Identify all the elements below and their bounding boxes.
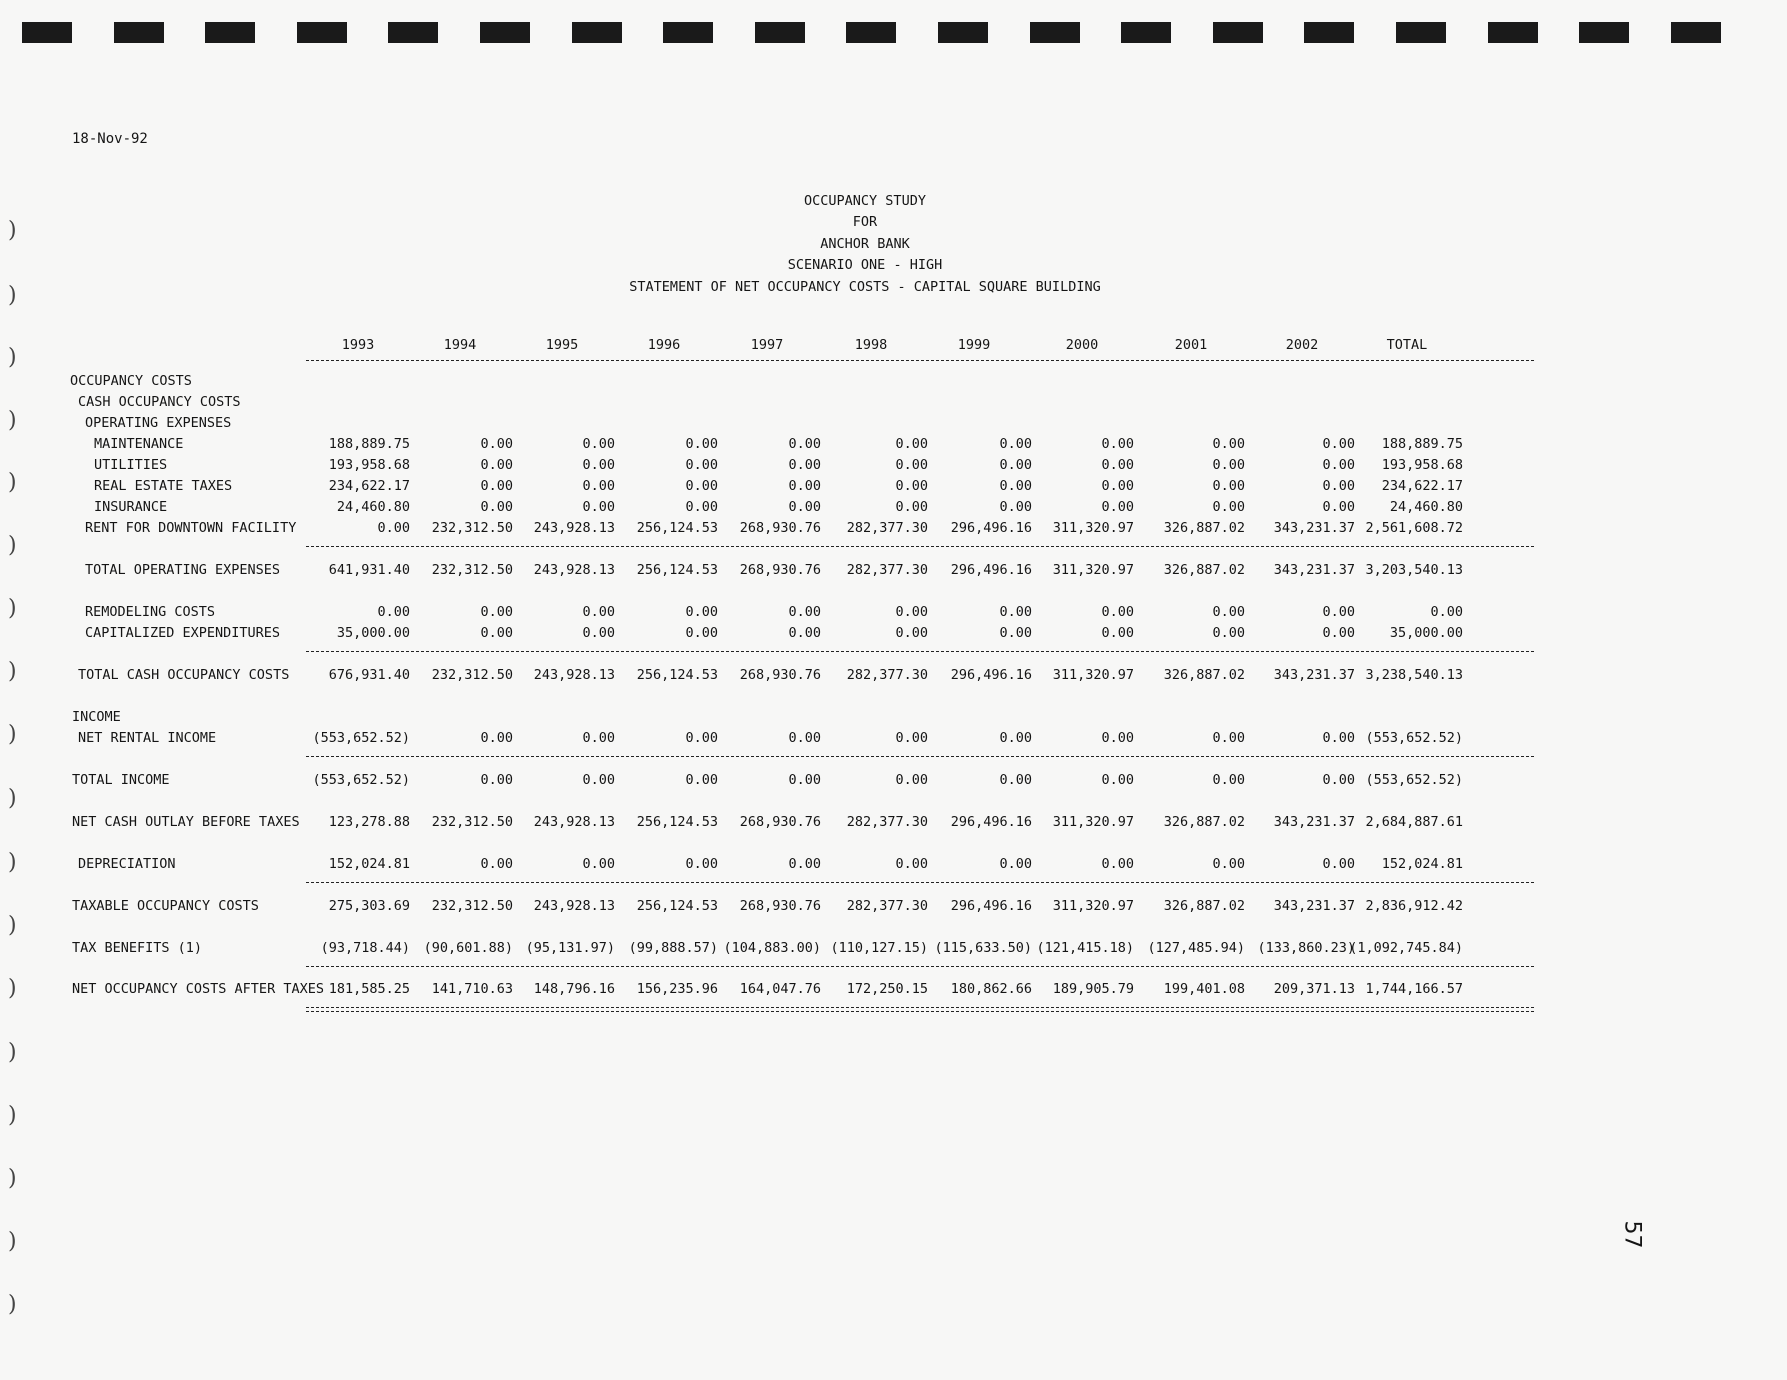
table-row-net-after-taxes (70, 981, 1470, 1001)
value-cell: 268,930.76 (739, 667, 821, 683)
value-cell: 3,203,540.13 (1365, 562, 1463, 578)
section-cash-occupancy-costs: CASH OCCUPANCY COSTS (78, 394, 241, 410)
value-cell: 232,312.50 (431, 520, 513, 536)
table-row-insurance (70, 499, 1470, 519)
table-rule (306, 1011, 1534, 1012)
value-cell: 0.00 (1322, 604, 1355, 620)
punch-hole (22, 22, 72, 43)
value-cell: (104,883.00) (723, 940, 821, 956)
value-cell: 0.00 (377, 520, 410, 536)
value-cell: 326,887.02 (1163, 667, 1245, 683)
value-cell: 282,377.30 (846, 898, 928, 914)
value-cell: (90,601.88) (423, 940, 513, 956)
value-cell: 0.00 (788, 499, 821, 515)
value-cell: 282,377.30 (846, 814, 928, 830)
binder-hole-mark: ) (8, 1292, 17, 1317)
binder-hole-mark: ) (8, 218, 17, 243)
value-cell: 311,320.97 (1052, 898, 1134, 914)
row-label: TAXABLE OCCUPANCY COSTS (72, 898, 259, 914)
value-cell: (1,092,745.84) (1349, 940, 1463, 956)
value-cell: 189,905.79 (1052, 981, 1134, 997)
table-row-maintenance (70, 436, 1470, 456)
value-cell: 243,928.13 (533, 520, 615, 536)
punch-hole (388, 22, 438, 43)
value-cell: 311,320.97 (1052, 520, 1134, 536)
column-header: 1995 (545, 337, 579, 353)
binder-hole-mark: ) (8, 722, 17, 747)
column-header: 1998 (854, 337, 888, 353)
table-row-real-estate-taxes (70, 478, 1470, 498)
binder-hole-mark: ) (8, 659, 17, 684)
row-label: REAL ESTATE TAXES (94, 478, 233, 494)
value-cell: 232,312.50 (431, 898, 513, 914)
table-row-tax-benefits (70, 940, 1470, 960)
row-label: TOTAL CASH OCCUPANCY COSTS (78, 667, 290, 683)
value-cell: 256,124.53 (636, 520, 718, 536)
value-cell: (553,652.52) (1365, 730, 1463, 746)
value-cell: 282,377.30 (846, 667, 928, 683)
value-cell: 0.00 (788, 604, 821, 620)
value-cell: 0.00 (999, 625, 1032, 641)
value-cell: 268,930.76 (739, 520, 821, 536)
value-cell: 0.00 (788, 856, 821, 872)
value-cell: 0.00 (1101, 457, 1134, 473)
title-line-2: FOR (852, 214, 878, 231)
value-cell: 188,889.75 (328, 436, 410, 452)
value-cell: 0.00 (480, 730, 513, 746)
row-label: TOTAL INCOME (72, 772, 170, 788)
value-cell: 123,278.88 (328, 814, 410, 830)
value-cell: 0.00 (480, 478, 513, 494)
value-cell: 188,889.75 (1381, 436, 1463, 452)
value-cell: 0.00 (1322, 772, 1355, 788)
value-cell: 0.00 (685, 478, 718, 494)
binder-hole-mark: ) (8, 408, 17, 433)
value-cell: (115,633.50) (934, 940, 1032, 956)
value-cell: 0.00 (480, 856, 513, 872)
column-header: 2002 (1285, 337, 1319, 353)
value-cell: 282,377.30 (846, 562, 928, 578)
punch-hole (1213, 22, 1263, 43)
value-cell: 152,024.81 (328, 856, 410, 872)
value-cell: 0.00 (685, 499, 718, 515)
value-cell: 234,622.17 (328, 478, 410, 494)
value-cell: 152,024.81 (1381, 856, 1463, 872)
value-cell: 326,887.02 (1163, 814, 1245, 830)
value-cell: (553,652.52) (312, 730, 410, 746)
value-cell: 0.00 (999, 604, 1032, 620)
value-cell: (133,860.23) (1257, 940, 1355, 956)
value-cell: 243,928.13 (533, 562, 615, 578)
column-header: 1999 (957, 337, 991, 353)
value-cell: 181,585.25 (328, 981, 410, 997)
row-label: NET RENTAL INCOME (78, 730, 217, 746)
value-cell: 268,930.76 (739, 562, 821, 578)
value-cell: 0.00 (685, 730, 718, 746)
binding-punch-row (0, 22, 1787, 46)
value-cell: 0.00 (1212, 436, 1245, 452)
title-line-3: ANCHOR BANK (820, 235, 910, 252)
value-cell: 0.00 (582, 478, 615, 494)
value-cell: 35,000.00 (336, 625, 410, 641)
value-cell: 193,958.68 (328, 457, 410, 473)
value-cell: 0.00 (480, 499, 513, 515)
value-cell: 296,496.16 (950, 667, 1032, 683)
value-cell: 256,124.53 (636, 562, 718, 578)
table-row-net-rental (70, 730, 1470, 750)
value-cell: 0.00 (895, 604, 928, 620)
value-cell: 141,710.63 (431, 981, 513, 997)
binder-hole-mark: ) (8, 1166, 17, 1191)
value-cell: 0.00 (1430, 604, 1463, 620)
section-income: INCOME (72, 709, 121, 725)
value-cell: 311,320.97 (1052, 667, 1134, 683)
title-line-1: OCCUPANCY STUDY (804, 193, 926, 209)
value-cell: 172,250.15 (846, 981, 928, 997)
value-cell: 0.00 (1101, 604, 1134, 620)
table-row-total-operating (70, 562, 1470, 582)
table-rule (306, 1007, 1534, 1008)
report-title-block (0, 191, 1730, 298)
column-header: 1994 (443, 337, 477, 353)
value-cell: (93,718.44) (320, 940, 410, 956)
value-cell: 343,231.37 (1273, 667, 1355, 683)
value-cell: 0.00 (685, 604, 718, 620)
value-cell: 234,622.17 (1381, 478, 1463, 494)
value-cell: 0.00 (582, 436, 615, 452)
value-cell: 0.00 (788, 730, 821, 746)
table-rule (306, 651, 1534, 652)
value-cell: 256,124.53 (636, 814, 718, 830)
value-cell: 0.00 (1322, 730, 1355, 746)
value-cell: 0.00 (1101, 625, 1134, 641)
value-cell: 0.00 (1212, 604, 1245, 620)
value-cell: 0.00 (1212, 772, 1245, 788)
punch-hole (1396, 22, 1446, 43)
value-cell: 0.00 (582, 625, 615, 641)
punch-hole (663, 22, 713, 43)
value-cell: (127,485.94) (1147, 940, 1245, 956)
value-cell: 343,231.37 (1273, 814, 1355, 830)
value-cell: 0.00 (1212, 499, 1245, 515)
value-cell: 0.00 (582, 499, 615, 515)
binder-hole-mark: ) (8, 596, 17, 621)
value-cell: 0.00 (582, 856, 615, 872)
value-cell: 0.00 (480, 604, 513, 620)
value-cell: 0.00 (1101, 478, 1134, 494)
punch-hole (1304, 22, 1354, 43)
value-cell: (553,652.52) (312, 772, 410, 788)
binder-hole-mark: ) (8, 1103, 17, 1128)
binder-hole-mark: ) (8, 1040, 17, 1065)
table-row-total-cash (70, 667, 1470, 687)
value-cell: 0.00 (685, 856, 718, 872)
value-cell: 0.00 (685, 625, 718, 641)
value-cell: 0.00 (999, 772, 1032, 788)
binder-hole-mark: ) (8, 1229, 17, 1254)
table-rule (306, 546, 1534, 547)
value-cell: (553,652.52) (1365, 772, 1463, 788)
value-cell: 2,561,608.72 (1365, 520, 1463, 536)
row-label: NET CASH OUTLAY BEFORE TAXES (72, 814, 300, 830)
punch-hole (572, 22, 622, 43)
value-cell: 311,320.97 (1052, 814, 1134, 830)
punch-hole (1671, 22, 1721, 43)
table-row-depreciation (70, 856, 1470, 876)
table-row-capitalized (70, 625, 1470, 645)
value-cell: 0.00 (788, 625, 821, 641)
binder-hole-mark: ) (8, 786, 17, 811)
value-cell: 296,496.16 (950, 520, 1032, 536)
value-cell: 0.00 (685, 772, 718, 788)
punch-hole (1030, 22, 1080, 43)
binder-hole-mark: ) (8, 976, 17, 1001)
value-cell: 199,401.08 (1163, 981, 1245, 997)
value-cell: 296,496.16 (950, 898, 1032, 914)
value-cell: 275,303.69 (328, 898, 410, 914)
punch-hole (114, 22, 164, 43)
value-cell: 343,231.37 (1273, 898, 1355, 914)
row-label: TAX BENEFITS (1) (72, 940, 203, 956)
table-rule (306, 756, 1534, 757)
value-cell: 0.00 (895, 499, 928, 515)
table-row-remodeling (70, 604, 1470, 624)
table-rule (306, 966, 1534, 967)
value-cell: 1,744,166.57 (1365, 981, 1463, 997)
value-cell: 2,684,887.61 (1365, 814, 1463, 830)
binder-hole-mark: ) (8, 850, 17, 875)
value-cell: 326,887.02 (1163, 562, 1245, 578)
value-cell: 296,496.16 (950, 562, 1032, 578)
table-row-rent (70, 520, 1470, 540)
value-cell: 0.00 (895, 730, 928, 746)
value-cell: 0.00 (999, 457, 1032, 473)
binder-hole-mark: ) (8, 470, 17, 495)
value-cell: 0.00 (1322, 499, 1355, 515)
column-header: 2000 (1065, 337, 1099, 353)
row-label: DEPRECIATION (78, 856, 176, 872)
binder-hole-mark: ) (8, 533, 17, 558)
value-cell: 0.00 (1101, 730, 1134, 746)
punch-hole (205, 22, 255, 43)
value-cell: 0.00 (582, 604, 615, 620)
value-cell: 311,320.97 (1052, 562, 1134, 578)
binder-hole-mark: ) (8, 345, 17, 370)
value-cell: 0.00 (582, 730, 615, 746)
column-header: 1993 (341, 337, 375, 353)
value-cell: 156,235.96 (636, 981, 718, 997)
value-cell: 232,312.50 (431, 562, 513, 578)
value-cell: 0.00 (1101, 772, 1134, 788)
value-cell: 243,928.13 (533, 667, 615, 683)
value-cell: (99,888.57) (628, 940, 718, 956)
value-cell: 326,887.02 (1163, 898, 1245, 914)
value-cell: 0.00 (480, 457, 513, 473)
table-row-total-income (70, 772, 1470, 792)
value-cell: 24,460.80 (336, 499, 410, 515)
value-cell: 0.00 (480, 436, 513, 452)
punch-hole (1121, 22, 1171, 43)
value-cell: 0.00 (999, 499, 1032, 515)
table-row-net-cash-outlay (70, 814, 1470, 834)
value-cell: 0.00 (1322, 436, 1355, 452)
title-line-5: STATEMENT OF NET OCCUPANCY COSTS - CAPITAL SQUARE BUILDING (629, 278, 1101, 295)
value-cell: 0.00 (788, 478, 821, 494)
value-cell: 296,496.16 (950, 814, 1032, 830)
value-cell: 0.00 (1101, 856, 1134, 872)
value-cell: 343,231.37 (1273, 520, 1355, 536)
value-cell: 243,928.13 (533, 898, 615, 914)
value-cell: 641,931.40 (328, 562, 410, 578)
value-cell: 0.00 (1322, 457, 1355, 473)
table-row-taxable (70, 898, 1470, 918)
value-cell: 2,836,912.42 (1365, 898, 1463, 914)
row-label: CAPITALIZED EXPENDITURES (85, 625, 281, 641)
value-cell: 0.00 (1212, 457, 1245, 473)
column-header: 1997 (750, 337, 784, 353)
value-cell: 0.00 (1101, 436, 1134, 452)
value-cell: 268,930.76 (739, 898, 821, 914)
row-label: REMODELING COSTS (85, 604, 216, 620)
punch-hole (755, 22, 805, 43)
punch-hole (1488, 22, 1538, 43)
value-cell: 326,887.02 (1163, 520, 1245, 536)
report-date: 18-Nov-92 (72, 131, 148, 147)
table-row-utilities (70, 457, 1470, 477)
value-cell: 268,930.76 (739, 814, 821, 830)
value-cell: 243,928.13 (533, 814, 615, 830)
punch-hole (297, 22, 347, 43)
value-cell: 282,377.30 (846, 520, 928, 536)
value-cell: 148,796.16 (533, 981, 615, 997)
value-cell: 0.00 (582, 772, 615, 788)
value-cell: 24,460.80 (1389, 499, 1463, 515)
value-cell: 0.00 (685, 457, 718, 473)
value-cell: 256,124.53 (636, 667, 718, 683)
value-cell: 0.00 (999, 730, 1032, 746)
section-operating-expenses: OPERATING EXPENSES (85, 415, 232, 431)
value-cell: 0.00 (999, 436, 1032, 452)
value-cell: 676,931.40 (328, 667, 410, 683)
column-header: 1996 (647, 337, 681, 353)
value-cell: 0.00 (999, 856, 1032, 872)
value-cell: 0.00 (1322, 478, 1355, 494)
value-cell: 193,958.68 (1381, 457, 1463, 473)
value-cell: 0.00 (788, 457, 821, 473)
value-cell: 0.00 (895, 856, 928, 872)
value-cell: 0.00 (685, 436, 718, 452)
value-cell: 256,124.53 (636, 898, 718, 914)
value-cell: 0.00 (895, 436, 928, 452)
section-occupancy-costs: OCCUPANCY COSTS (70, 373, 192, 389)
value-cell: 0.00 (895, 772, 928, 788)
column-header: TOTAL (1386, 337, 1428, 353)
row-label: MAINTENANCE (94, 436, 184, 452)
value-cell: 0.00 (788, 436, 821, 452)
value-cell: 0.00 (999, 478, 1032, 494)
row-label: INSURANCE (94, 499, 168, 515)
value-cell: 0.00 (788, 772, 821, 788)
value-cell: 0.00 (480, 625, 513, 641)
value-cell: 0.00 (480, 772, 513, 788)
value-cell: 0.00 (1322, 856, 1355, 872)
value-cell: 0.00 (895, 625, 928, 641)
title-line-4: SCENARIO ONE - HIGH (787, 257, 943, 274)
value-cell: 232,312.50 (431, 814, 513, 830)
row-label: NET OCCUPANCY COSTS AFTER TAXES (72, 981, 324, 997)
punch-hole (938, 22, 988, 43)
value-cell: 0.00 (895, 457, 928, 473)
punch-hole (846, 22, 896, 43)
value-cell: 0.00 (895, 478, 928, 494)
value-cell: 0.00 (1101, 499, 1134, 515)
punch-hole (480, 22, 530, 43)
row-label: UTILITIES (94, 457, 168, 473)
value-cell: 35,000.00 (1389, 625, 1463, 641)
value-cell: 3,238,540.13 (1365, 667, 1463, 683)
value-cell: 209,371.13 (1273, 981, 1355, 997)
value-cell: 0.00 (1212, 478, 1245, 494)
column-header: 2001 (1174, 337, 1208, 353)
row-label: TOTAL OPERATING EXPENSES (85, 562, 281, 578)
table-rule (306, 882, 1534, 883)
value-cell: 0.00 (1212, 625, 1245, 641)
value-cell: 0.00 (582, 457, 615, 473)
value-cell: (121,415.18) (1036, 940, 1134, 956)
value-cell: 0.00 (377, 604, 410, 620)
value-cell: 0.00 (1212, 856, 1245, 872)
value-cell: 232,312.50 (431, 667, 513, 683)
value-cell: 343,231.37 (1273, 562, 1355, 578)
value-cell: (110,127.15) (830, 940, 928, 956)
page-number: 57 (1619, 1220, 1645, 1249)
row-label: RENT FOR DOWNTOWN FACILITY (85, 520, 297, 536)
value-cell: 180,862.66 (950, 981, 1032, 997)
value-cell: 0.00 (1322, 625, 1355, 641)
table-rule (306, 360, 1534, 361)
value-cell: (95,131.97) (525, 940, 615, 956)
punch-hole (1579, 22, 1629, 43)
binder-hole-mark: ) (8, 913, 17, 938)
binder-hole-mark: ) (8, 283, 17, 308)
value-cell: 0.00 (1212, 730, 1245, 746)
value-cell: 164,047.76 (739, 981, 821, 997)
